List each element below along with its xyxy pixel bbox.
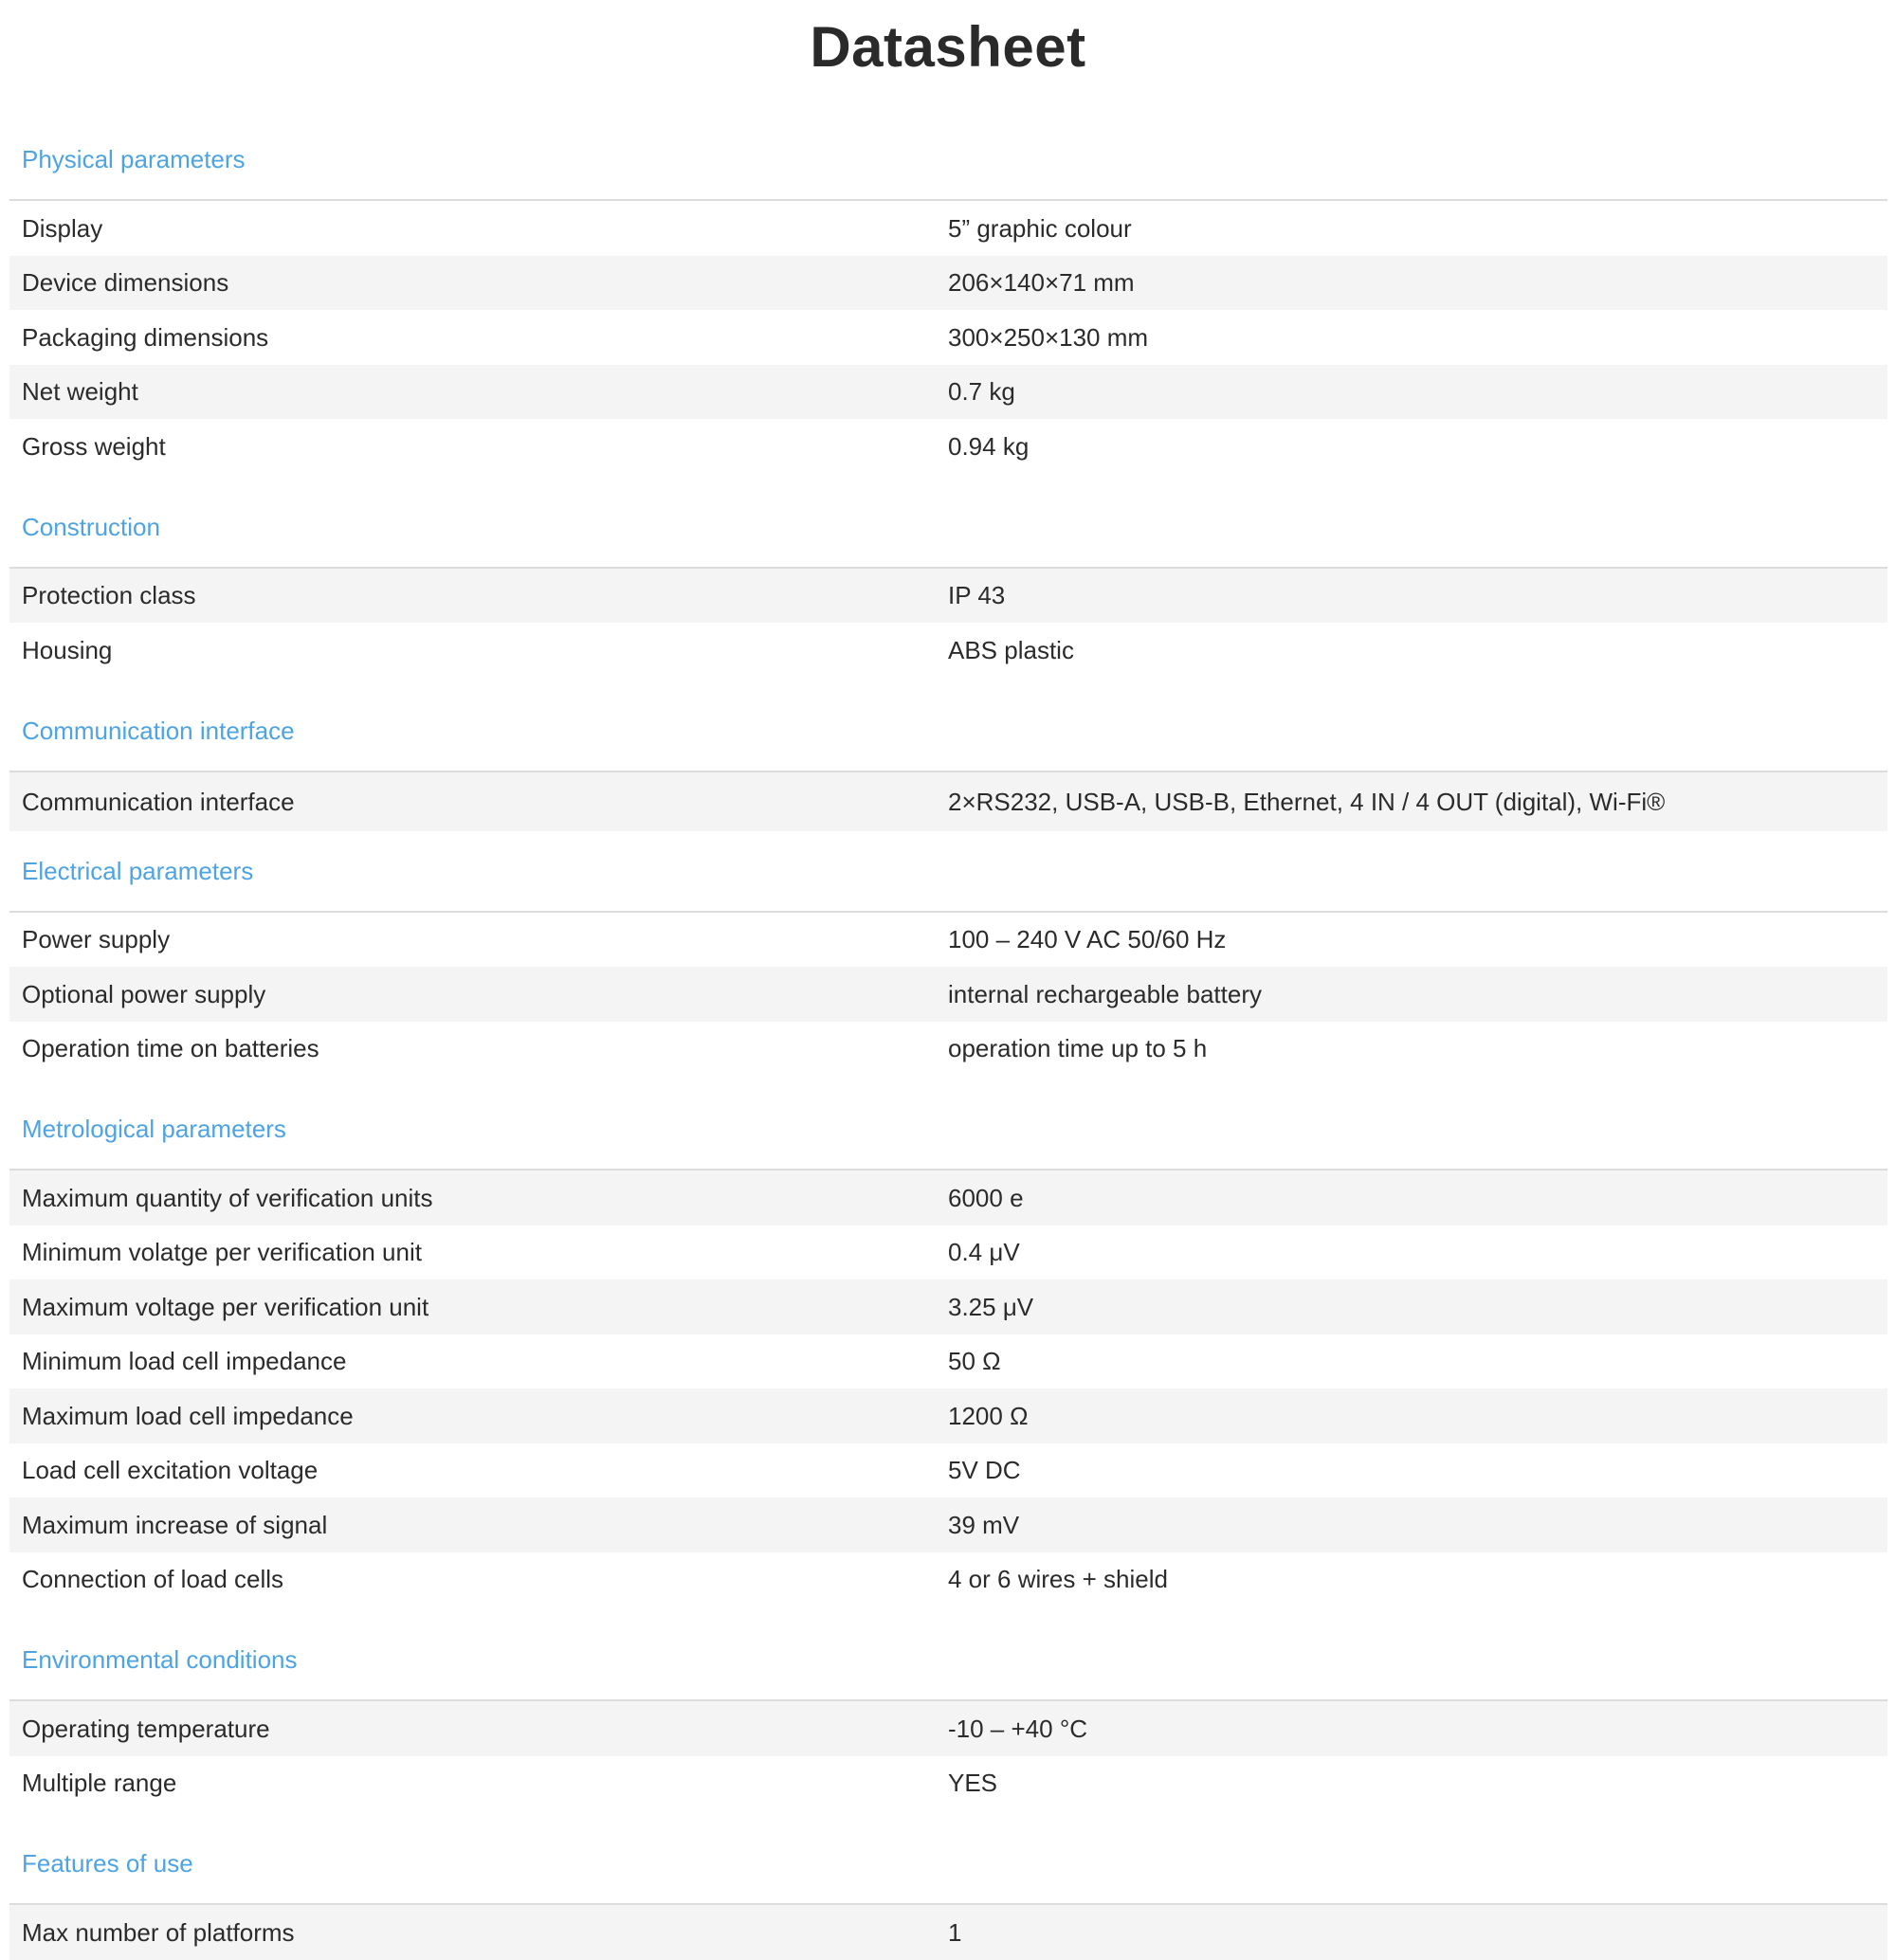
row-label: Protection class [22, 581, 196, 610]
table-row [9, 1171, 1887, 1225]
row-value: 39 mV [948, 1510, 1020, 1539]
row-label: Maximum increase of signal [22, 1510, 328, 1539]
table-row [9, 1443, 1887, 1498]
table-row [9, 1497, 1887, 1552]
section-title: Communication interface [22, 716, 295, 745]
table-row [9, 967, 1887, 1022]
table-row [9, 419, 1887, 474]
row-value: 0.94 kg [948, 431, 1030, 461]
row-value: 1 [948, 1917, 962, 1947]
row-label: Net weight [22, 377, 138, 407]
row-value: 4 or 6 wires + shield [948, 1565, 1168, 1594]
row-value: 100 – 240 V AC 50/60 Hz [948, 925, 1227, 954]
row-value: ABS plastic [948, 635, 1074, 664]
section-title: Construction [22, 512, 160, 541]
row-value: 6000 e [948, 1183, 1024, 1212]
row-value: 1200 Ω [948, 1401, 1029, 1430]
row-value: 5” graphic colour [948, 213, 1132, 243]
section-title: Electrical parameters [22, 856, 254, 885]
section-header-features [9, 1810, 1887, 1905]
row-value: IP 43 [948, 581, 1006, 610]
row-label: Load cell excitation voltage [22, 1456, 319, 1485]
table-row [9, 201, 1887, 256]
row-label: Operating temperature [22, 1714, 270, 1743]
table-row [9, 310, 1887, 365]
row-label: Minimum load cell impedance [22, 1347, 347, 1376]
section-title: Features of use [22, 1849, 193, 1878]
row-value: 50 Ω [948, 1347, 1001, 1376]
section-title: Physical parameters [22, 145, 246, 173]
row-value: 206×140×71 mm [948, 268, 1135, 298]
section-title: Environmental conditions [22, 1645, 298, 1674]
row-label: Packaging dimensions [22, 322, 269, 352]
row-label: Maximum voltage per verification unit [22, 1292, 429, 1321]
row-label: Power supply [22, 925, 171, 954]
row-label: Multiple range [22, 1769, 177, 1798]
row-label: Connection of load cells [22, 1565, 284, 1594]
row-value: YES [948, 1769, 998, 1798]
row-label: Minimum volatge per verification unit [22, 1238, 422, 1267]
row-label: Housing [22, 635, 113, 664]
section-header-environmental [9, 1606, 1887, 1701]
row-label: Device dimensions [22, 268, 229, 298]
table-row [9, 256, 1887, 311]
page-title: Datasheet [810, 15, 1086, 79]
row-label: Maximum quantity of verification units [22, 1183, 433, 1212]
row-value: 5V DC [948, 1456, 1021, 1485]
section-header-metrological [9, 1076, 1887, 1171]
table-row [9, 1388, 1887, 1443]
table-row [9, 1022, 1887, 1077]
section-title: Metrological parameters [22, 1115, 286, 1143]
table-row [9, 623, 1887, 678]
table-row [9, 1225, 1887, 1280]
section-header-physical [9, 104, 1887, 201]
row-label: Optional power supply [22, 979, 266, 1008]
row-value: 2×RS232, USB-A, USB-B, Ethernet, 4 IN / 4 OUT (digital), Wi-Fi® [948, 787, 1666, 816]
table-row [9, 1905, 1887, 1960]
table-row [9, 1756, 1887, 1811]
row-label: Display [22, 213, 103, 243]
row-value: -10 – +40 °C [948, 1714, 1087, 1743]
row-value: operation time up to 5 h [948, 1034, 1208, 1063]
row-label: Operation time on batteries [22, 1034, 319, 1063]
section-header-electrical [9, 831, 1887, 913]
section-header-construction [9, 474, 1887, 569]
row-label: Communication interface [22, 787, 295, 816]
row-label: Maximum load cell impedance [22, 1401, 354, 1430]
table-row [9, 365, 1887, 420]
row-value: 300×250×130 mm [948, 322, 1149, 352]
table-row [9, 1701, 1887, 1756]
row-value: 3.25 μV [948, 1292, 1034, 1321]
row-label: Gross weight [22, 431, 166, 461]
table-row [9, 1334, 1887, 1389]
section-header-communication [9, 678, 1887, 772]
row-value: 0.4 μV [948, 1238, 1020, 1267]
table-row [9, 913, 1887, 968]
datasheet-table [9, 104, 1887, 1960]
table-row [9, 1552, 1887, 1607]
table-row [9, 1279, 1887, 1334]
row-label: Max number of platforms [22, 1917, 295, 1947]
table-row [9, 772, 1887, 831]
row-value: internal rechargeable battery [948, 979, 1262, 1008]
table-row [9, 569, 1887, 624]
row-value: 0.7 kg [948, 377, 1015, 407]
